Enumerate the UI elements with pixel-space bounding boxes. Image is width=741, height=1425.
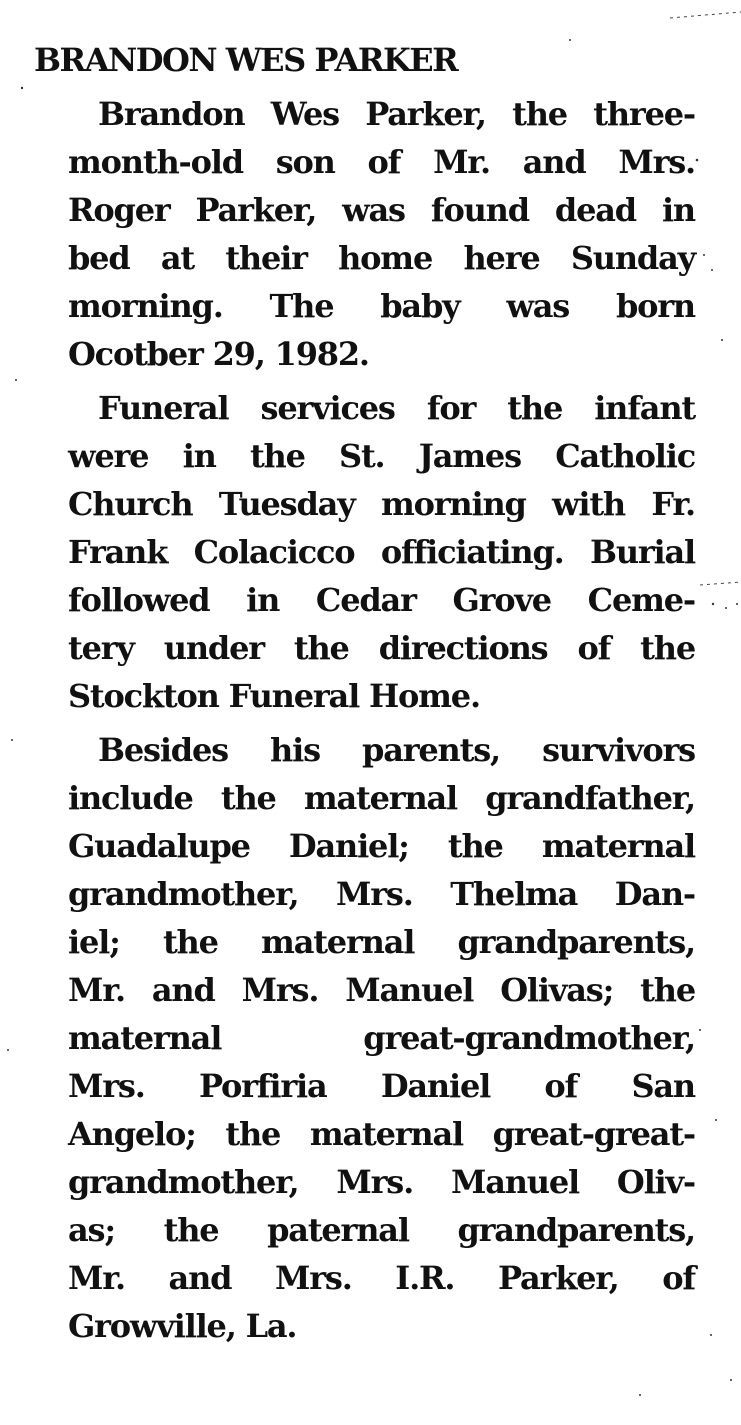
text-line: Ocotber 29, 1982.	[68, 335, 369, 373]
text-line: were in the St. James Catholic	[68, 437, 695, 475]
text-line: Frank Colacicco officiating. Burial	[68, 533, 695, 571]
text-line: include the maternal grandfather,	[68, 779, 695, 817]
text-line: Stockton Funeral Home.	[68, 677, 480, 715]
text-line: bed at their home here Sunday	[68, 239, 695, 277]
text-line: iel; the maternal grandparents,	[68, 923, 695, 961]
text-line: tery under the directions of the	[68, 629, 695, 667]
text-line: Angelo; the maternal great-great-	[68, 1115, 695, 1153]
text-line: maternal great-grandmother,	[68, 1019, 695, 1057]
text-line: Guadalupe Daniel; the maternal	[68, 827, 695, 865]
text-line: Mr. and Mrs. I.R. Parker, of	[68, 1259, 695, 1297]
text-line: month-old son of Mr. and Mrs.	[68, 143, 695, 181]
text-line: Brandon Wes Parker, the three-	[98, 95, 695, 133]
text-line: Funeral services for the infant	[98, 389, 695, 427]
obituary-headline: BRANDON WES PARKER	[34, 41, 458, 79]
text-line: followed in Cedar Grove Ceme-	[68, 581, 695, 619]
text-line: Growville, La.	[68, 1307, 297, 1345]
text-line: Church Tuesday morning with Fr.	[68, 485, 695, 523]
text-line: Mr. and Mrs. Manuel Olivas; the	[68, 971, 695, 1009]
text-line: Mrs. Porfiria Daniel of San	[68, 1067, 695, 1105]
text-line: grandmother, Mrs. Manuel Oliv-	[68, 1163, 695, 1201]
text-line: morning. The baby was born	[68, 287, 695, 325]
text-line: Besides his parents, survivors	[98, 731, 695, 769]
text-line: Roger Parker, was found dead in	[68, 191, 695, 229]
text-line: grandmother, Mrs. Thelma Dan-	[68, 875, 695, 913]
text-line: as; the paternal grandparents,	[68, 1211, 695, 1249]
